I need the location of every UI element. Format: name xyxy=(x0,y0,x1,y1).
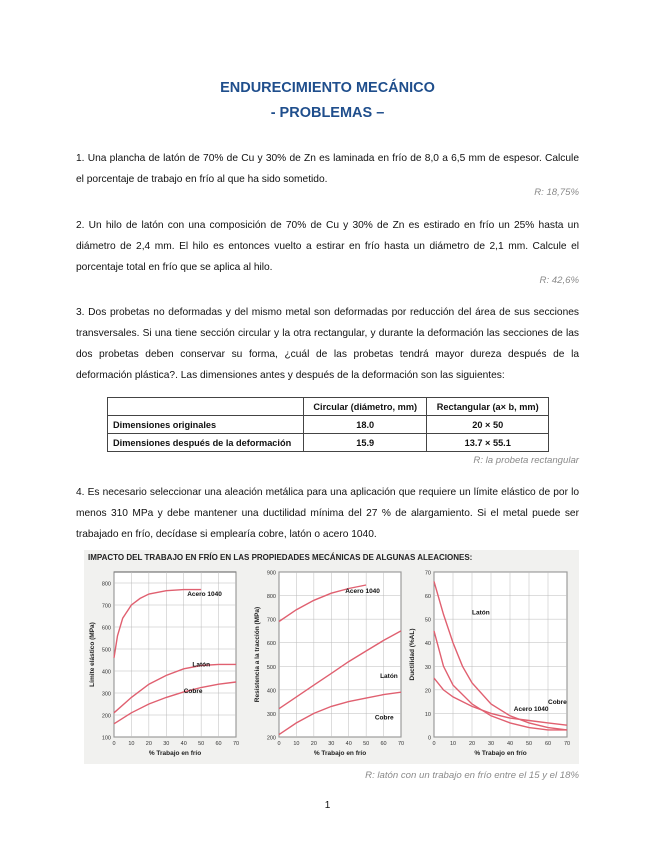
series-label: Acero 1040 xyxy=(345,588,380,596)
problem-2-text: 2. Un hilo de latón con una composición de 70% de Cu y 30% de Zn es estirado en frío un 25% hasta un diámetro de 2,4 mm. El hilo es entonces vuelto a estirar en frío hasta un diámetro de 2,1 mm. Calcule el porcentaje total en frío que se aplica al hilo. xyxy=(76,220,579,273)
y-tick-label: 10 xyxy=(424,711,431,718)
y-tick-label: 700 xyxy=(101,603,111,610)
problem-2-answer: R: 42,6% xyxy=(539,275,579,286)
y-tick-label: 900 xyxy=(266,570,276,577)
x-tick-label: 60 xyxy=(544,741,552,747)
x-tick-label: 10 xyxy=(293,741,300,747)
x-tick-label: 30 xyxy=(487,741,495,747)
x-tick-label: 0 xyxy=(112,741,116,747)
problem-1-text: 1. Una plancha de latón de 70% de Cu y 30% de Zn es laminada en frío de 8,0 a 6,5 mm de espesor. Calcule el porcentaje de trabajo en frío al que ha sido sometido. xyxy=(76,153,579,185)
x-tick-label: 30 xyxy=(163,741,170,747)
y-tick-label: 500 xyxy=(101,647,111,654)
table-header-row xyxy=(108,398,549,416)
y-tick-label: 800 xyxy=(101,581,111,588)
table-header-cell: Circular (diámetro, mm) xyxy=(304,398,427,416)
series-label: Latón xyxy=(472,609,490,617)
y-tick-label: 300 xyxy=(101,691,111,698)
y-tick-label: 200 xyxy=(101,713,111,720)
y-tick-label: 0 xyxy=(427,735,431,742)
problem-4-text: 4. Es necesario seleccionar una aleación metálica para una aplicación que requiere un límite elástico de por lo menos 310 MPa y debe mantener una ductilidad mínima del 27 % de alargamiento. Si el metal puede ser trabajado en frío, decídase si emplearía cobre, latón o acero 1040. xyxy=(76,487,579,540)
y-axis-label: Límite elástico (MPa) xyxy=(89,622,96,687)
series-label: Latón xyxy=(192,661,211,669)
y-tick-label: 700 xyxy=(266,617,276,624)
y-tick-label: 200 xyxy=(266,735,276,742)
series-label: Acero 1040 xyxy=(187,591,222,599)
y-tick-label: 50 xyxy=(424,617,431,624)
table-cell: 20 × 50 xyxy=(427,416,549,434)
x-tick-label: 10 xyxy=(449,741,457,747)
x-tick-label: 70 xyxy=(232,741,240,747)
y-tick-label: 600 xyxy=(101,625,111,632)
y-tick-label: 300 xyxy=(266,711,276,718)
cold-work-figure xyxy=(84,550,579,764)
y-tick-label: 60 xyxy=(424,594,431,601)
y-tick-label: 70 xyxy=(424,570,431,577)
x-tick-label: 70 xyxy=(397,741,405,747)
series-label: Latón xyxy=(380,673,398,681)
table-cell: 18.0 xyxy=(304,416,427,434)
x-axis-label: % Trabajo en frío xyxy=(313,750,367,757)
x-tick-label: 70 xyxy=(563,741,571,747)
x-tick-label: 20 xyxy=(310,741,317,747)
table-cell: Dimensiones originales xyxy=(108,416,304,434)
x-axis-label: % Trabajo en frío xyxy=(474,750,527,757)
table-cell: 15.9 xyxy=(304,434,427,452)
chart-2-plot-area xyxy=(279,572,401,737)
problem-4-answer: R: latón con un trabajo en frío entre el 15 y el 18% xyxy=(365,770,579,781)
series-label: Cobre xyxy=(374,714,394,722)
x-tick-label: 20 xyxy=(145,741,152,747)
problem-1-answer: R: 18,75% xyxy=(534,187,579,198)
x-tick-label: 10 xyxy=(128,741,135,747)
document-subtitle: - PROBLEMAS – xyxy=(270,105,385,121)
y-tick-label: 20 xyxy=(424,688,431,695)
table-header-cell: Rectangular (a× b, mm) xyxy=(427,398,549,416)
x-tick-label: 40 xyxy=(506,741,514,747)
x-tick-label: 60 xyxy=(380,741,387,747)
x-tick-label: 0 xyxy=(432,741,436,747)
x-tick-label: 0 xyxy=(277,741,281,747)
figure-title: IMPACTO DEL TRABAJO EN FRÍO EN LAS PROPIEDADES MECÁNICAS DE ALGUNAS ALEACIONES: xyxy=(88,553,473,562)
x-tick-label: 60 xyxy=(215,741,222,747)
y-axis-label: Ductilidad (%AL) xyxy=(409,628,416,681)
x-axis-label: % Trabajo en frío xyxy=(148,750,202,757)
table-row xyxy=(108,416,549,434)
cold-work-figure-svg xyxy=(84,550,579,764)
x-tick-label: 50 xyxy=(198,741,205,747)
problem-3-answer: R: la probeta rectangular xyxy=(473,455,579,466)
y-tick-label: 40 xyxy=(424,641,431,648)
series-label: Cobre xyxy=(183,688,203,695)
x-tick-label: 20 xyxy=(468,741,476,747)
y-axis-label: Resistencia a la tracción (MPa) xyxy=(254,606,261,703)
y-tick-label: 500 xyxy=(266,664,276,671)
problem-3-text: 3. Dos probetas no deformadas y del mismo metal son deformadas por reducción del área de sus secciones transversales. Si una tiene sección circular y la otra rectangular, y durante la deformación las secciones de las dos probetas deben conservar su forma, ¿cuál de las probetas tendrá mayor dureza después de la deformación plástica?. Las dimensiones antes y después de la deformación son las siguientes: xyxy=(76,307,579,381)
dimensions-table xyxy=(107,397,549,452)
table-header-cell xyxy=(108,398,304,416)
document-title: ENDURECIMIENTO MECÁNICO xyxy=(220,80,435,96)
x-tick-label: 40 xyxy=(345,741,352,747)
table-row xyxy=(108,434,549,452)
y-tick-label: 400 xyxy=(266,688,276,695)
x-tick-label: 50 xyxy=(525,741,533,747)
y-tick-label: 400 xyxy=(101,669,111,676)
table-cell: Dimensiones después de la deformación xyxy=(108,434,304,452)
x-tick-label: 30 xyxy=(328,741,335,747)
table-cell: 13.7 × 55.1 xyxy=(427,434,549,452)
y-tick-label: 800 xyxy=(266,594,276,601)
y-tick-label: 600 xyxy=(266,641,276,648)
series-label: Cobre xyxy=(548,699,567,706)
series-label: Acero 1040 xyxy=(513,706,549,714)
x-tick-label: 40 xyxy=(180,741,187,747)
y-tick-label: 30 xyxy=(424,664,431,671)
page-number: 1 xyxy=(324,800,331,811)
x-tick-label: 50 xyxy=(363,741,370,747)
y-tick-label: 100 xyxy=(101,735,111,742)
